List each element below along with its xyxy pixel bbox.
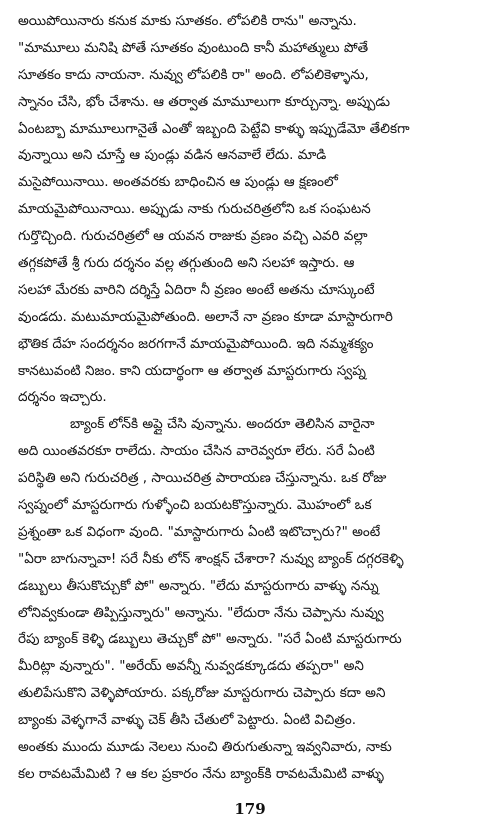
text-line: స్నానం చేసి, భోం చేశాను. ఆ తర్వాత మామూలుగా కూర్చున్నా. అప్పుడు xyxy=(18,93,390,110)
text-line: దర్శనం ఇచ్చారు. xyxy=(18,389,107,406)
text-line: అంతకు ముందు మూడు నెలలు నుంచి తిరుగుతున్నా ఇవ్వనివారు, నాకు xyxy=(18,739,392,756)
text-line: బ్యాంకు వెళ్ళగానే వాళ్ళు చెక్ తీసి చేతులో పెట్టారు. ఏంటి విచిత్రం. xyxy=(18,712,356,729)
text-line: తగ్గకపోతే శ్రీ గురు దర్శనం వల్ల తగ్గుతుంది అని సలహా ఇస్తారు. ఆ xyxy=(18,255,355,272)
text-line: మసైపోయినాయి. అంతవరకు బాధించిన ఆ పుండ్లు ఆ క్షణంలో xyxy=(18,174,338,191)
text-line: సూతకం కాదు నాయనా. నువ్వు లోపలికి రా" అంది. లోపలికెళ్ళాను, xyxy=(18,66,369,83)
text-line: లోనివ్వకుండా తిప్పిస్తున్నారు" అన్నాను. "లేదురా నేను చెప్పాను నువ్వు xyxy=(18,604,384,621)
paragraph xyxy=(18,411,488,787)
text-line: అయిపోయినారు కనుక మాకు సూతకం. లోపలికి రాను" అన్నాను. xyxy=(18,13,357,29)
text-line: మీరిట్లా వున్నారు". "అరేయ్ అవన్నీ నువ్వడక్కూడదు తప్పరా" అని xyxy=(18,658,364,675)
text-line: గుర్తొచ్చింది. గురుచరిత్రలో ఆ యవన రాజుకు వ్రణం వచ్చి ఎవరి వల్లా xyxy=(18,228,368,245)
page-text-body xyxy=(18,8,488,788)
paragraph xyxy=(18,8,488,411)
text-line: ప్రశ్నంతా ఒక విధంగా వుంది. "మాస్టారుగారు ఏంటి ఇటొచ్చారు?" అంటే xyxy=(18,523,381,540)
text-line: ఏంటబ్బా మామూలుగానైతే ఎంతో ఇబ్బంది పెట్టేవి కాళ్ళు ఇప్పుడేమో తేలికగా xyxy=(18,120,410,137)
text-line: డబ్బులు తీసుకొచ్చుకో పో" అన్నారు. "లేదు మాస్టరుగారు వాళ్ళు నన్ను xyxy=(18,577,379,594)
text-line: సలహా మేరకు వారిని దర్శిస్తే ఏదిరా నీ వ్రణం అంటే అతను చూస్కుంటే xyxy=(18,281,375,298)
text-line: తులిపేసుకొని వెళ్ళిపోయారు. పక్కరోజు మాస్టరుగారు చెప్పారు కదా అని xyxy=(18,685,386,702)
page-number: 179 xyxy=(234,800,266,818)
text-line: రేపు బ్యాంక్ కెళ్ళి డబ్బులు తెచ్చుకో పో" అన్నారు. "సరే ఏంటి మాస్టరుగారు xyxy=(18,631,402,648)
text-line: అది యింతవరకూ రాలేదు. సాయం చేసిన వారెవ్వరూ లేరు. సరే ఏంటి xyxy=(18,443,375,460)
text-line: వున్నాయి అని చూస్తే ఆ పుండ్లు వడిన ఆనవాలే లేదు. మాడి xyxy=(18,147,327,164)
text-line: భౌతిక దేహ సందర్శనం జరగగానే మాయమైపోయింది. ఇది నమ్మశక్యం xyxy=(18,335,374,352)
text-line: బ్యాంక్ లోన్‌కి అప్లై చేసి వున్నాను. అందరూ తెలిసిన వారైనా xyxy=(70,416,375,433)
text-line: వుండదు. మటుమాయమైపోతుంది. అలానే నా వ్రణం కూడా మాస్టారుగారి xyxy=(18,308,393,325)
text-line: "ఏరా బాగున్నావా! సరే నీకు లోన్ శాంక్షన్ చేశారా? నువ్వు బ్యాంక్ దగ్గరకెళ్ళి xyxy=(18,550,404,567)
text-line: కానటువంటి నిజం. కాని యదార్థంగా ఆ తర్వాత మాస్టరుగారు స్వప్న xyxy=(18,362,366,379)
text-line: మాయమైపోయినాయి. అప్పుడు నాకు గురుచరిత్రలోని ఒక సంఘటన xyxy=(18,201,371,218)
text-line: పరిస్థితి అని గురుచరిత్ర , సాయిచరిత్ర పారాయణ చేస్తున్నాను. ఒక రోజు xyxy=(18,470,387,487)
text-line: కల రావటమేమిటి ? ఆ కల ప్రకారం నేను బ్యాంక్‌కి రావటమేమిటి వాళ్ళు xyxy=(18,765,384,782)
text-line: "మామూలు మనిషి పోతే సూతకం వుంటుంది కానీ మహాత్ములు పోతే xyxy=(18,39,369,56)
text-line: స్వప్నంలో మాస్టరుగారు గుళ్ళోంచి బయటకొస్తున్నారు. మొహంలో ఒక xyxy=(18,497,372,514)
